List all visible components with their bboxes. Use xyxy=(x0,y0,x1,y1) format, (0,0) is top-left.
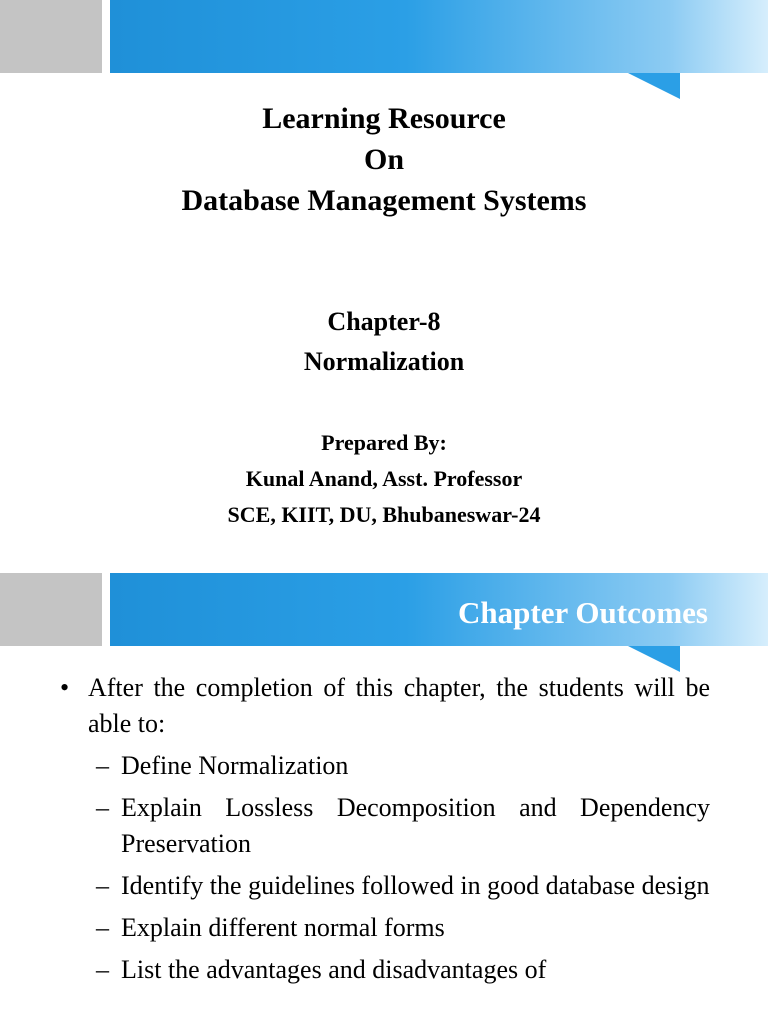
outcome-item xyxy=(60,910,710,946)
bullet-icon: • xyxy=(60,673,70,702)
dash-icon: – xyxy=(96,793,109,822)
author-name: Kunal Anand, Asst. Professor xyxy=(245,466,523,491)
chapter-block xyxy=(0,302,768,382)
title-line-1: Learning Resource xyxy=(262,102,506,135)
intro-text: After the completion of this chapter, the students will be able to: xyxy=(88,673,710,738)
header-blue-band xyxy=(110,0,768,73)
title-line-2: On xyxy=(363,143,405,176)
chapter-topic: Normalization xyxy=(303,347,465,376)
dash-icon: – xyxy=(96,871,109,900)
author-block xyxy=(0,425,768,533)
dash-icon: – xyxy=(96,913,109,942)
header-blue-tab xyxy=(628,73,680,99)
outcomes-slide xyxy=(0,573,768,1024)
chapter-number: Chapter-8 xyxy=(327,307,441,336)
outcome-item xyxy=(60,868,710,904)
outcome-item xyxy=(60,790,710,862)
author-affiliation: SCE, KIIT, DU, Bhubaneswar-24 xyxy=(227,502,541,527)
header-blue-tab xyxy=(628,646,680,672)
outcome-text: Explain Lossless Decomposition and Dependency Preservation xyxy=(121,793,710,858)
prepared-by-label: Prepared By: xyxy=(321,430,447,455)
list-item xyxy=(60,670,710,742)
outcome-text: Define Normalization xyxy=(121,751,349,780)
outcome-item xyxy=(60,952,710,988)
outcome-text: Identify the guidelines followed in good database design xyxy=(121,871,710,900)
outcome-text: List the advantages and disadvantages of xyxy=(121,955,547,984)
header-gray-block xyxy=(0,573,102,646)
title-line-3: Database Management Systems xyxy=(181,184,587,217)
slide-gap xyxy=(0,560,768,573)
outcomes-content xyxy=(60,670,710,988)
section-heading: Chapter Outcomes xyxy=(458,595,708,630)
slide-title xyxy=(0,98,768,221)
header-gray-block xyxy=(0,0,102,73)
outcome-text: Explain different normal forms xyxy=(121,913,445,942)
dash-icon: – xyxy=(96,751,109,780)
outcome-item xyxy=(60,748,710,784)
dash-icon: – xyxy=(96,955,109,984)
